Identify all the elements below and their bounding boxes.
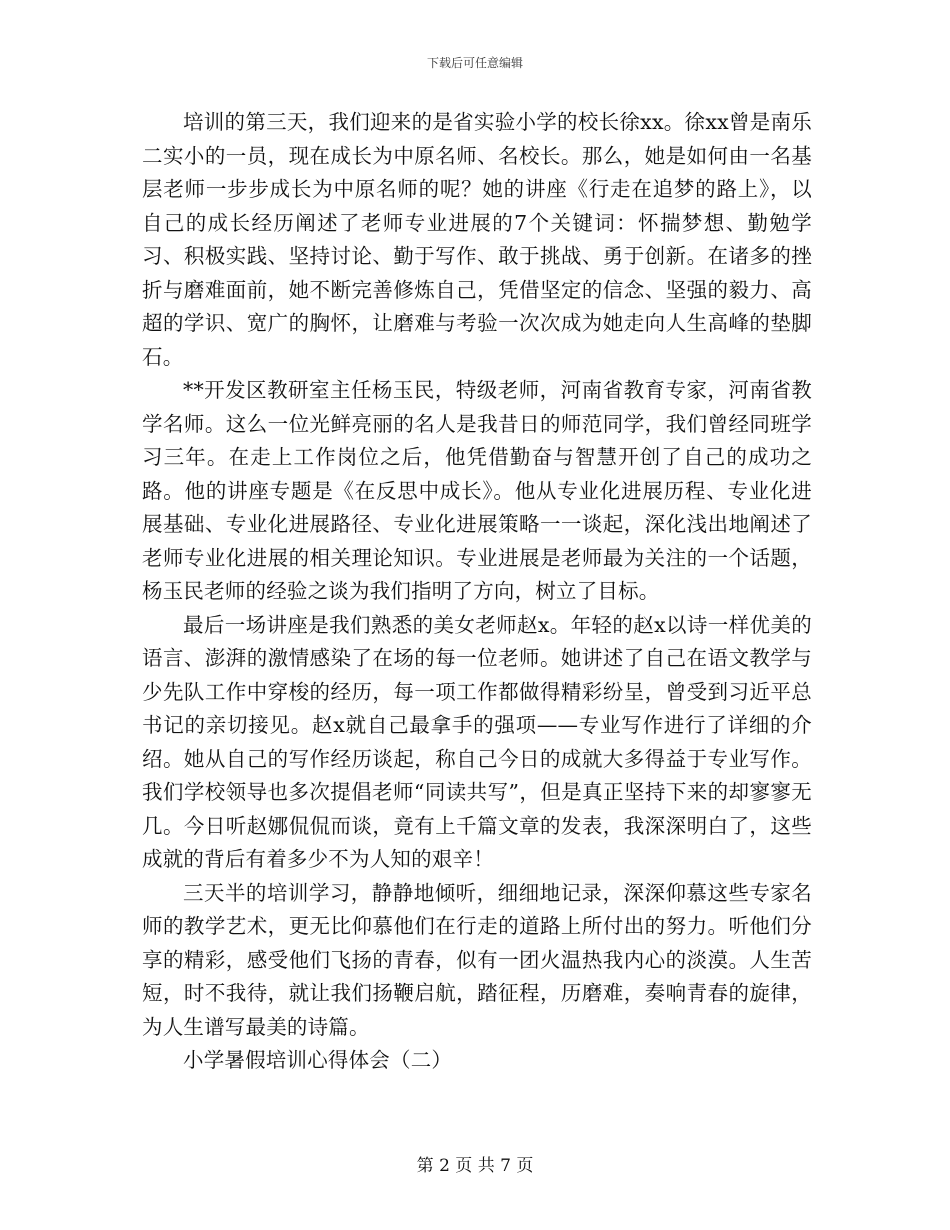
page-header: 下载后可任意编辑: [426, 56, 523, 70]
paragraph-zhao-x: 最后一场讲座是我们熟悉的美女老师赵x。年轻的赵x以诗一样优美的语言、澎湃的激情感染了在场的每一位老师。她讲述了自己在语文教学与少先队工作中穿梭的经历，每一项工作都做得精彩纷呈，曾受到习近平总书记的亲切接见。赵x就自己最拿手的强项——专业写作进行了详细的介绍。她从自己的写作经历谈起，称自己今日的成就大多得益于专业写作。我们学校领导也多次提倡老师“同读共写”，但是真正坚持下来的却寥寥无几。今日听赵娜侃侃而谈，竟有上千篇文章的发表，我深深明白了，这些成就的背后有着多少不为人知的艰辛！: [142, 612, 812, 871]
page-footer: 第 2 页 共 7 页: [416, 1156, 534, 1176]
section-heading: 小学暑假培训心得体会（二）: [183, 1048, 453, 1072]
paragraph-yang-yumin: **开发区教研室主任杨玉民，特级老师，河南省教育专家，河南省教学名师。这么一位光鲜亮丽的名人是我昔日的师范同学，我们曾经同班学习三年。在走上工作岗位之后，他凭借勤奋与智慧开创了自己的成功之路。他的讲座专题是《在反思中成长》。他从专业化进展历程、专业化进展基础、专业化进展路径、专业化进展策略一一谈起，深化浅出地阐述了老师专业化进展的相关理论知识。专业进展是老师最为关注的一个话题，杨玉民老师的经验之谈为我们指明了方向，树立了目标。: [142, 378, 812, 603]
paragraph-day-three: 培训的第三天，我们迎来的是省实验小学的校长徐xx。徐xx曾是南乐二实小的一员，现在成长为中原名师、名校长。那么，她是如何由一名基层老师一步步成长为中原名师的呢？她的讲座《行走在追梦的路上》，以自己的成长经历阐述了老师专业进展的7个关键词：怀揣梦想、勤勉学习、积极实践、坚持讨论、勤于写作、敢于挑战、勇于创新。在诸多的挫折与磨难面前，她不断完善修炼自己，凭借坚定的信念、坚强的毅力、高超的学识、宽广的胸怀，让磨难与考验一次次成为她走向人生高峰的垫脚石。: [142, 110, 812, 369]
paragraph-summary: 三天半的培训学习，静静地倾听，细细地记录，深深仰慕这些专家名师的教学艺术，更无比仰慕他们在行走的道路上所付出的努力。听他们分享的精彩，感受他们飞扬的青春，似有一团火温热我内心的淡漠。人生苦短，时不我待，就让我们扬鞭启航，踏征程，历磨难，奏响青春的旋律，为人生谱写最美的诗篇。: [142, 880, 812, 1039]
document-body: [142, 106, 812, 1078]
